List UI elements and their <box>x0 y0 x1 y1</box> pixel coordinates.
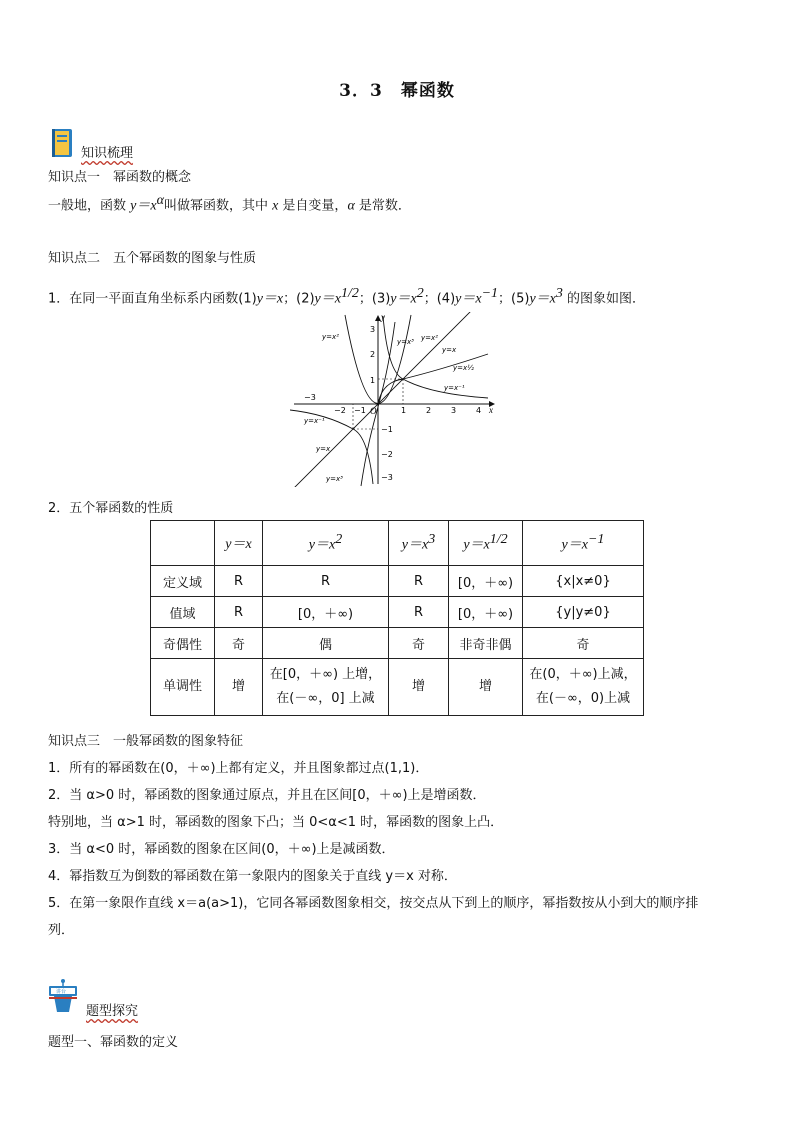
x-tick: 3 <box>451 406 457 415</box>
curve-label: y=x <box>442 346 457 354</box>
table-cell: R <box>263 566 389 597</box>
table-header: y＝x <box>215 521 263 566</box>
table-row <box>151 566 644 597</box>
table-cell: 在[0，＋∞) 上增， 在(－∞，0] 上减 <box>263 659 389 716</box>
kp2-item1: 1．在同一平面直角坐标系内函数(1)y＝x；$(2)y=x^{1/2}$；$(3)y=x^2$；$(4)y=x^{-1}$；$(5)y=x^3$ 的图象如图． <box>48 286 646 307</box>
kp2-heading: 知识点二 五个幂函数的图象与性质 <box>48 251 257 266</box>
properties-table <box>150 520 644 716</box>
y-tick: 3 <box>370 325 376 334</box>
table-row <box>151 597 644 628</box>
table-cell: 奇 <box>389 628 449 659</box>
curve-label: y=x² <box>421 334 438 342</box>
section-badge-label: 知识梳理 <box>81 146 134 161</box>
table-cell: {y|y≠0} <box>523 597 644 628</box>
row-label: 单调性 <box>151 659 215 716</box>
curve-label: y=x³ <box>326 475 343 483</box>
row-label: 奇偶性 <box>151 628 215 659</box>
kp1-text: 一般地，函数 $y=x^\alpha$叫做幂函数，其中 x 是自变量，α 是常数． <box>48 193 411 214</box>
curve-y-inv-pos <box>383 316 488 398</box>
kp3-line: 3．当 α<0 时，幂函数的图象在区间(0，＋∞)上是减函数． <box>48 842 395 857</box>
curve-label: y=x <box>316 445 331 453</box>
curve-label: y=x½ <box>453 364 474 372</box>
kp3-line: 1．所有的幂函数在(0，＋∞)上都有定义，并且图象都过点(1,1)． <box>48 761 429 776</box>
curve-y-x <box>294 312 472 487</box>
y-tick: −3 <box>381 473 393 482</box>
table-cell: [0，＋∞) <box>263 597 389 628</box>
table-header: $y=x^{-1}$ <box>523 521 644 566</box>
podium-small-label: 讲台 <box>56 989 67 995</box>
y-tick: 2 <box>370 350 376 359</box>
table-cell: 在(0，＋∞)上减， 在(－∞，0)上减 <box>523 659 644 716</box>
table-cell: R <box>389 597 449 628</box>
curve-label: y=x⁻¹ <box>444 384 465 392</box>
table-header: $y=x^3$ <box>389 521 449 566</box>
y-tick: −1 <box>381 425 393 434</box>
kp3-line: 2．当 α>0 时，幂函数的图象通过原点，并且在区间[0，＋∞)上是增函数． <box>48 788 486 803</box>
table-cell: 增 <box>389 659 449 716</box>
curve-label: y=x⁻¹ <box>304 417 325 425</box>
table-cell: [0，＋∞) <box>449 566 523 597</box>
table-header: $y=x^{1/2}$ <box>449 521 523 566</box>
page-title: 3．3 幂函数 <box>339 81 455 101</box>
table-cell: 非奇非偶 <box>449 628 523 659</box>
kp3-line: 5．在第一象限作直线 x＝a(a>1)，它同各幂函数图象相交，按交点从下到上的顺序，幂指数按从小到大的顺序排 <box>48 896 699 911</box>
row-label: 定义域 <box>151 566 215 597</box>
section-badge-label: 题型探究 <box>86 1004 139 1019</box>
x-tick: 1 <box>401 406 407 415</box>
kp3-heading: 知识点三 一般幂函数的图象特征 <box>48 734 244 749</box>
kp2-item2: 2．五个幂函数的性质 <box>48 501 174 516</box>
x-tick: 4 <box>476 406 482 415</box>
table-cell: 奇 <box>523 628 644 659</box>
x-tick: −2 <box>334 406 346 415</box>
table-cell: 奇 <box>215 628 263 659</box>
section-badge-practice <box>46 978 176 1018</box>
power-functions-graph <box>290 312 500 487</box>
y-tick: −2 <box>381 450 393 459</box>
y-axis-label: y <box>381 312 385 322</box>
table-cell: 偶 <box>263 628 389 659</box>
table-row <box>151 659 644 716</box>
row-label: 值域 <box>151 597 215 628</box>
table-cell: R <box>215 597 263 628</box>
kp1-heading: 知识点一 幂函数的概念 <box>48 170 192 185</box>
table-cell: 增 <box>215 659 263 716</box>
origin-label: O <box>370 406 377 416</box>
x-tick: −3 <box>304 393 316 402</box>
kp3-line: 4．幂指数互为倒数的幂函数在第一象限内的图象关于直线 y＝x 对称． <box>48 869 457 884</box>
curve-label: y=x² <box>322 333 339 341</box>
table-cell: R <box>389 566 449 597</box>
table-header-row <box>151 521 644 566</box>
kp3-line: 特别地，当 α>1 时，幂函数的图象下凸；当 0<α<1 时，幂函数的图象上凸． <box>48 815 504 830</box>
x-axis-label: x <box>489 405 493 415</box>
type1-heading: 题型一、幂函数的定义 <box>48 1035 179 1050</box>
table-header: $y=x^2$ <box>263 521 389 566</box>
section-badge-knowledge <box>48 127 158 163</box>
table-corner <box>151 521 215 566</box>
table-cell: [0，＋∞) <box>449 597 523 628</box>
y-tick: 1 <box>370 376 376 385</box>
podium-icon <box>46 978 80 1014</box>
table-cell: R <box>215 566 263 597</box>
table-cell: 增 <box>449 659 523 716</box>
curve-label: y=x³ <box>397 338 414 346</box>
book-icon <box>48 127 76 159</box>
table-row <box>151 628 644 659</box>
table-cell: {x|x≠0} <box>523 566 644 597</box>
x-tick: −1 <box>354 406 366 415</box>
kp3-line: 列． <box>48 923 75 938</box>
x-tick: 2 <box>426 406 432 415</box>
